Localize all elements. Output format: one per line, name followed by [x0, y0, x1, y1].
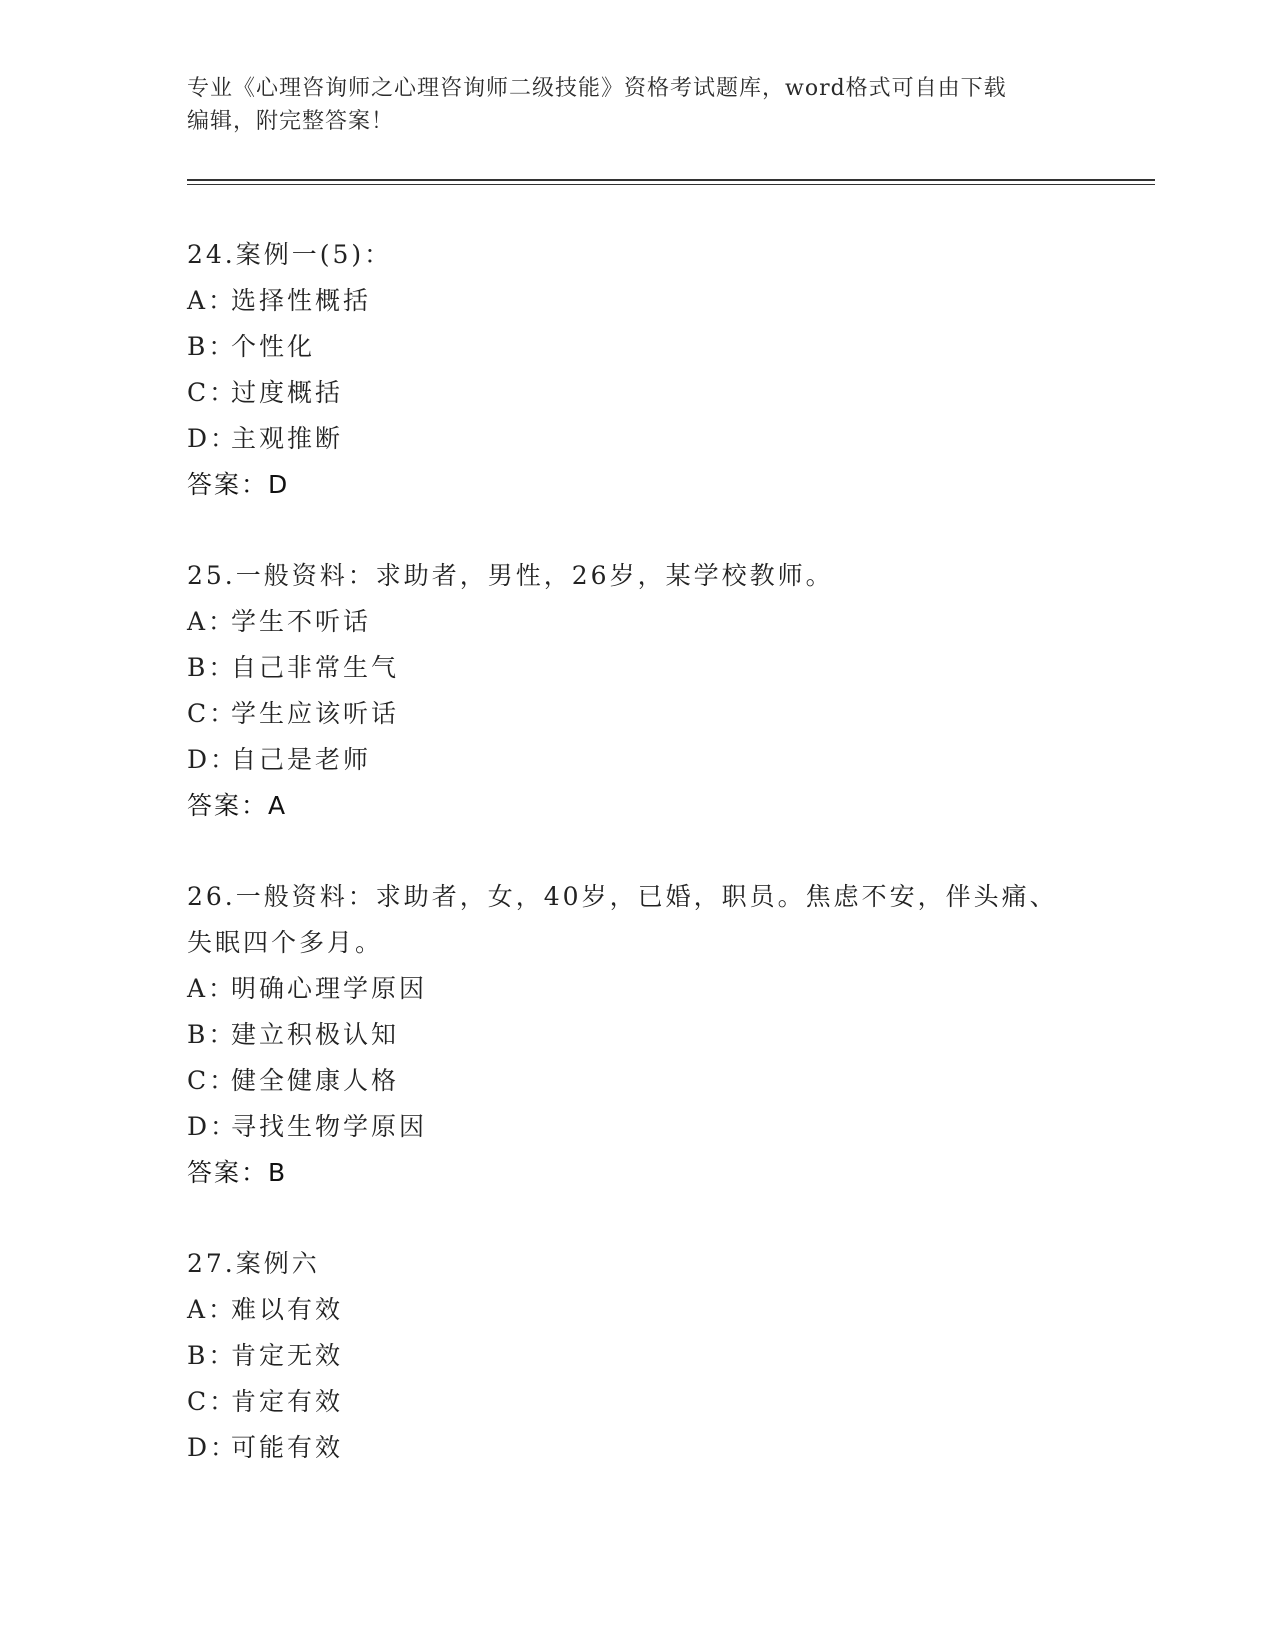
option-d — [187, 416, 1087, 462]
answer-label: 答案：A — [187, 791, 288, 820]
option-a — [187, 1287, 1087, 1333]
answer-label: 答案：B — [187, 1158, 288, 1187]
question-27 — [187, 1241, 1087, 1471]
question-stem: 27.案例六 — [187, 1249, 320, 1278]
option-text: 建立积极认知 — [231, 1020, 400, 1049]
option-text: 可能有效 — [231, 1433, 344, 1462]
option-c — [187, 1058, 1087, 1104]
option-text: 过度概括 — [231, 378, 344, 407]
option-letter: C： — [187, 378, 238, 407]
option-text: 自己是老师 — [231, 745, 372, 774]
option-letter: C： — [187, 699, 238, 728]
question-stem: 24.案例一(5)： — [187, 240, 393, 269]
option-c — [187, 1379, 1087, 1425]
option-text: 明确心理学原因 — [231, 974, 428, 1003]
option-a — [187, 599, 1087, 645]
option-b — [187, 1333, 1087, 1379]
option-d — [187, 1104, 1087, 1150]
option-b — [187, 1012, 1087, 1058]
header-divider-top — [187, 179, 1155, 181]
option-text: 自己非常生气 — [231, 653, 400, 682]
option-letter: D： — [187, 1112, 239, 1141]
header-divider-bottom — [187, 184, 1155, 185]
option-letter: B： — [187, 1341, 237, 1370]
option-letter: D： — [187, 424, 239, 453]
option-text: 健全健康人格 — [231, 1066, 400, 1095]
option-d — [187, 737, 1087, 783]
question-26 — [187, 874, 1087, 1196]
option-a — [187, 966, 1087, 1012]
option-text: 学生不听话 — [231, 607, 372, 636]
document-header — [187, 72, 1067, 138]
option-letter: C： — [187, 1387, 238, 1416]
option-b — [187, 645, 1087, 691]
header-line-2: 编辑，附完整答案！ — [187, 109, 395, 134]
option-letter: A： — [187, 286, 237, 315]
question-stem: 25.一般资料：求助者，男性，26岁，某学校教师。 — [187, 561, 834, 590]
option-text: 选择性概括 — [231, 286, 372, 315]
option-text: 肯定有效 — [231, 1387, 344, 1416]
option-letter: A： — [187, 974, 237, 1003]
question-24 — [187, 232, 1087, 508]
option-letter: B： — [187, 332, 237, 361]
header-line-1: 专业《心理咨询师之心理咨询师二级技能》资格考试题库，word格式可自由下载 — [187, 76, 1007, 101]
option-text: 肯定无效 — [231, 1341, 344, 1370]
answer-label: 答案：D — [187, 470, 290, 499]
option-c — [187, 691, 1087, 737]
option-letter: A： — [187, 1295, 237, 1324]
option-text: 学生应该听话 — [231, 699, 400, 728]
option-text: 主观推断 — [231, 424, 344, 453]
question-stem-line-1: 26.一般资料：求助者，女，40岁，已婚，职员。焦虑不安，伴头痛、 — [187, 882, 1058, 911]
option-letter: B： — [187, 1020, 237, 1049]
option-a — [187, 278, 1087, 324]
question-25 — [187, 553, 1087, 829]
option-text: 寻找生物学原因 — [231, 1112, 428, 1141]
option-letter: C： — [187, 1066, 238, 1095]
option-d — [187, 1425, 1087, 1471]
option-c — [187, 370, 1087, 416]
option-text: 难以有效 — [231, 1295, 344, 1324]
option-letter: D： — [187, 745, 239, 774]
option-letter: D： — [187, 1433, 239, 1462]
option-letter: A： — [187, 607, 237, 636]
option-text: 个性化 — [231, 332, 316, 361]
question-stem-line-2: 失眠四个多月。 — [187, 928, 384, 957]
option-b — [187, 324, 1087, 370]
option-letter: B： — [187, 653, 237, 682]
